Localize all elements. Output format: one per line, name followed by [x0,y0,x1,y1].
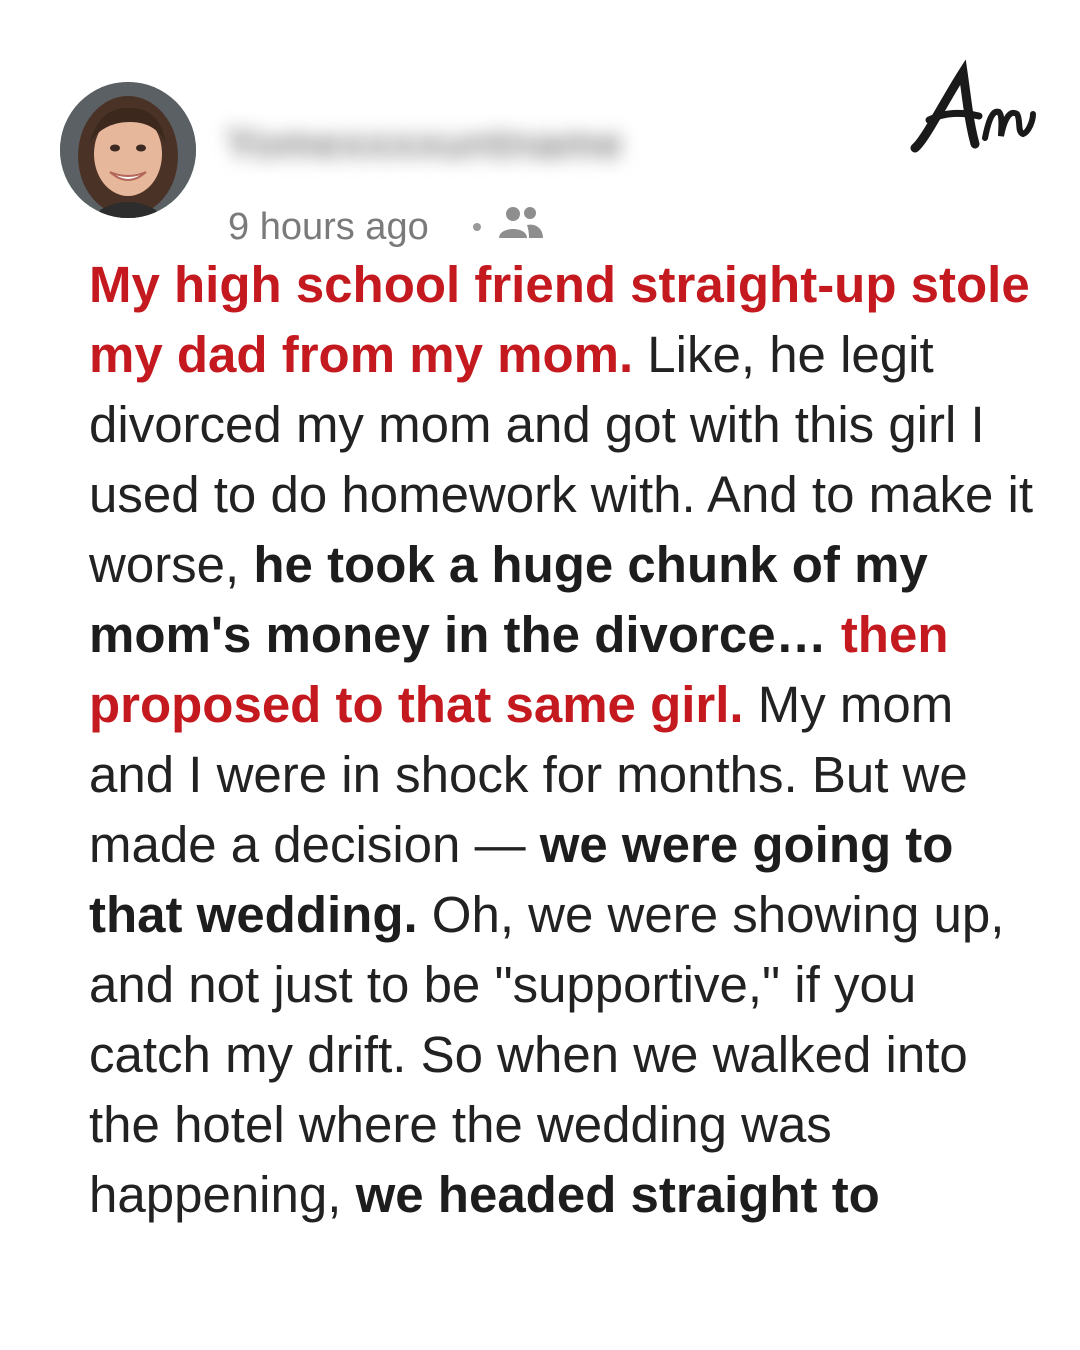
separator-dot [473,223,481,231]
post-body [89,250,1039,1230]
post-text-segment: he took a huge chunk of my mom's money in the divorce… [89,536,928,663]
post-time[interactable]: 9 hours ago [228,205,429,248]
post-text-segment: My mom and I were in shock for months. But we made a decision — [89,676,968,873]
friends-icon[interactable] [497,204,545,250]
post-text-segment: then proposed to that same girl. [89,606,949,733]
post-text-segment: we were going to that wedding. [89,816,954,943]
post-text-segment [827,606,841,663]
author-name[interactable]: Yomexxxxuntname [225,122,623,166]
avatar[interactable] [60,82,196,218]
post-meta [228,203,545,251]
post-text-segment: My high school friend straight-up stole my dad from my mom. [89,256,1030,383]
post-text-segment: we headed straight to [355,1166,880,1223]
post-text-segment: Oh, we were showing up, and not just to be "supportive," if you catch my drift. So when we walked into the hotel where the wedding was happening, [89,886,1005,1223]
brand-logo [905,60,1040,160]
post-text-segment: Like, he legit divorced my mom and got with this girl I used to do homework with. And to make it worse, [89,326,1033,593]
